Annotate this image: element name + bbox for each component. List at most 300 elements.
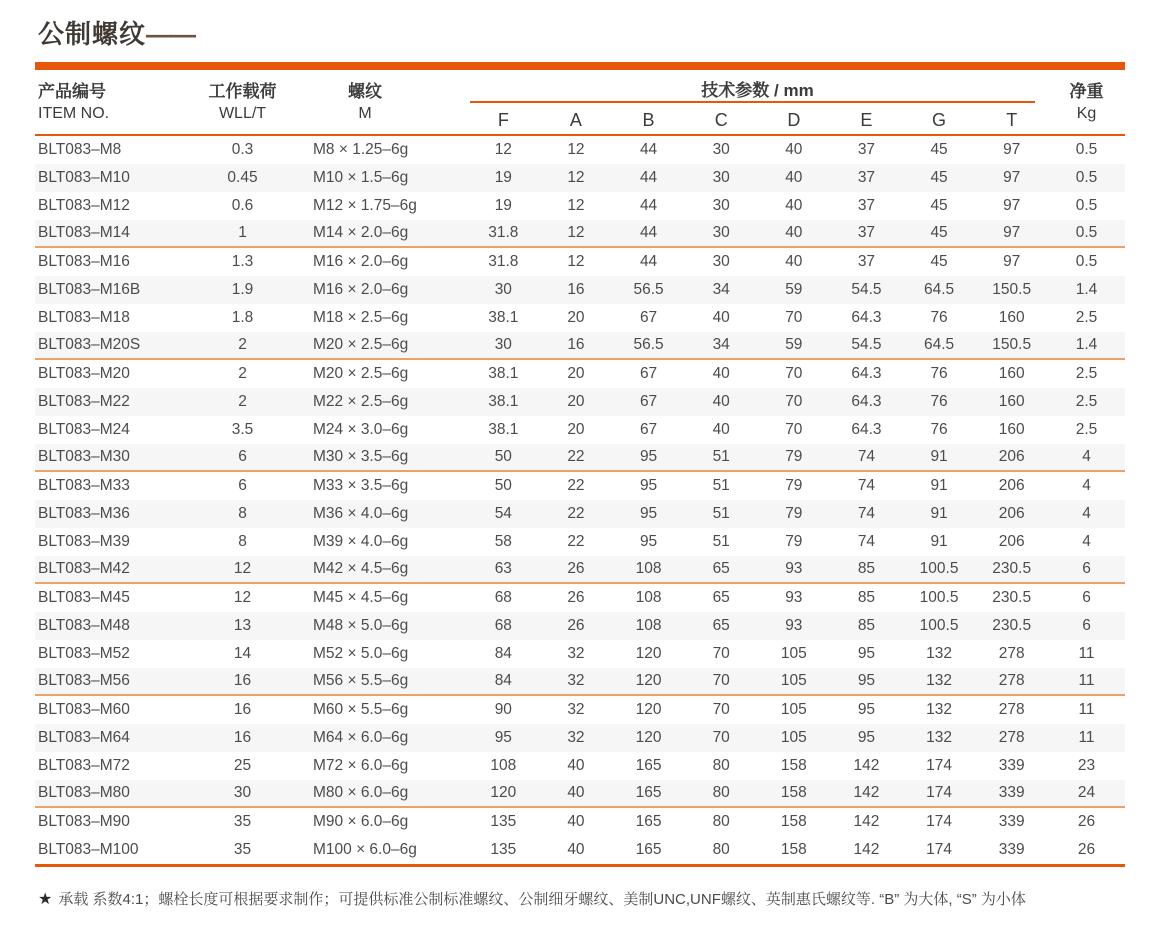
table-row: [35, 836, 1125, 864]
thread-cell: M14 × 2.0–6g: [313, 224, 409, 241]
wll-cell: 14: [233, 645, 252, 662]
tech-value-cell: 67: [639, 421, 658, 438]
tech-value-cell: 54.5: [851, 336, 882, 353]
item-no-cell: BLT083–M52: [38, 645, 130, 662]
tech-value-cell: 76: [930, 309, 948, 326]
wll-cell: 25: [233, 757, 252, 774]
weight-cell: 1.4: [1075, 281, 1098, 298]
tech-value-cell: 108: [635, 560, 662, 577]
tech-value-cell: 135: [490, 841, 517, 858]
tech-value-cell: 44: [639, 169, 658, 186]
tech-value-cell: 80: [712, 757, 730, 774]
tech-value-cell: 45: [930, 197, 948, 214]
weight-cell: 6: [1082, 560, 1091, 577]
wll-cell: 0.45: [227, 169, 258, 186]
thread-cell: M42 × 4.5–6g: [313, 560, 409, 577]
weight-cell: 2.5: [1075, 365, 1098, 382]
item-no-cell: BLT083–M72: [38, 757, 130, 774]
tech-value-cell: 278: [998, 701, 1025, 718]
tech-column-letters: [467, 106, 1048, 134]
thread-cell: M16 × 2.0–6g: [313, 253, 409, 270]
tech-value-cell: 150.5: [992, 281, 1032, 298]
tech-value-cell: 160: [998, 309, 1025, 326]
table-row: [35, 416, 1125, 444]
wll-cell: 35: [233, 813, 252, 830]
tech-value-cell: 40: [785, 224, 803, 241]
table-row: [35, 696, 1125, 724]
tech-value-cell: 79: [785, 533, 803, 550]
weight-cell: 23: [1077, 757, 1096, 774]
tech-value-cell: 12: [567, 197, 585, 214]
tech-value-cell: 40: [567, 784, 585, 801]
tech-value-cell: 339: [998, 813, 1025, 830]
tech-value-cell: 40: [712, 393, 730, 410]
wll-cell: 8: [238, 533, 247, 550]
header-thread: [285, 80, 445, 125]
tech-value-cell: 84: [494, 645, 512, 662]
tech-value-cell: 22: [567, 448, 585, 465]
tech-value-cell: 105: [780, 672, 807, 689]
tech-value-cell: 160: [998, 393, 1025, 410]
weight-cell: 11: [1078, 701, 1095, 718]
weight-cell: 6: [1082, 617, 1091, 634]
thread-cell: M39 × 4.0–6g: [313, 533, 409, 550]
tech-value-cell: 65: [712, 560, 730, 577]
tech-value-cell: 70: [712, 672, 730, 689]
tech-value-cell: 68: [494, 589, 512, 606]
tech-value-cell: 31.8: [488, 253, 519, 270]
weight-cell: 2.5: [1075, 421, 1098, 438]
wll-cell: 12: [233, 589, 252, 606]
thread-cell: M33 × 3.5–6g: [313, 477, 409, 494]
table-row: [35, 304, 1125, 332]
tech-value-cell: 58: [494, 533, 512, 550]
item-no-cell: BLT083–M14: [38, 224, 130, 241]
table-row: [35, 444, 1125, 472]
header-thread-zh: 螺纹: [348, 82, 382, 101]
tech-value-cell: 105: [780, 701, 807, 718]
tech-value-cell: 32: [567, 645, 585, 662]
tech-value-cell: 278: [998, 645, 1025, 662]
thread-cell: M20 × 2.5–6g: [313, 336, 409, 353]
tech-value-cell: 59: [785, 281, 803, 298]
thread-cell: M36 × 4.0–6g: [313, 505, 409, 522]
item-no-cell: BLT083–M64: [38, 729, 130, 746]
tech-value-cell: 67: [639, 365, 658, 382]
item-no-cell: BLT083–M8: [38, 141, 122, 158]
tech-value-cell: 64.3: [851, 309, 882, 326]
item-no-cell: BLT083–M16B: [38, 281, 141, 298]
tech-value-cell: 74: [857, 477, 876, 494]
thread-cell: M8 × 1.25–6g: [313, 141, 409, 158]
item-no-cell: BLT083–M48: [38, 617, 130, 634]
tech-value-cell: 37: [857, 169, 876, 186]
item-no-cell: BLT083–M33: [38, 477, 130, 494]
tech-value-cell: 51: [712, 533, 730, 550]
tech-value-cell: 90: [494, 701, 512, 718]
table-row: [35, 164, 1125, 192]
tech-value-cell: 95: [857, 701, 876, 718]
tech-value-cell: 70: [712, 701, 730, 718]
wll-cell: 16: [233, 701, 252, 718]
tech-value-cell: 120: [635, 729, 662, 746]
tech-value-cell: 97: [1003, 253, 1021, 270]
thread-cell: M45 × 4.5–6g: [313, 589, 409, 606]
footnote: [38, 888, 1026, 909]
wll-cell: 0.6: [231, 197, 254, 214]
tech-value-cell: 68: [494, 617, 512, 634]
weight-cell: 4: [1082, 505, 1091, 522]
tech-value-cell: 70: [785, 393, 803, 410]
tech-value-cell: 165: [635, 784, 662, 801]
tech-value-cell: 174: [926, 784, 952, 801]
tech-column-letter: D: [787, 109, 801, 130]
tech-value-cell: 20: [567, 421, 585, 438]
tech-value-cell: 95: [857, 645, 876, 662]
tech-value-cell: 95: [857, 729, 876, 746]
tech-value-cell: 79: [785, 448, 803, 465]
tech-value-cell: 34: [712, 281, 730, 298]
item-no-cell: BLT083–M22: [38, 393, 130, 410]
tech-value-cell: 97: [1003, 224, 1021, 241]
thread-cell: M90 × 6.0–6g: [313, 813, 409, 830]
table-row: [35, 248, 1125, 276]
item-no-cell: BLT083–M100: [38, 841, 139, 858]
tech-value-cell: 142: [853, 784, 880, 801]
weight-cell: 11: [1078, 672, 1095, 689]
tech-value-cell: 105: [780, 645, 807, 662]
weight-cell: 26: [1077, 841, 1096, 858]
header-item-no-zh: 产品编号: [38, 82, 106, 101]
table-header: [35, 70, 1125, 136]
tech-value-cell: 230.5: [992, 589, 1032, 606]
tech-value-cell: 120: [635, 701, 662, 718]
item-no-cell: BLT083–M24: [38, 421, 130, 438]
header-weight: [1048, 80, 1125, 125]
item-no-cell: BLT083–M18: [38, 309, 130, 326]
title-dash: ——: [146, 19, 195, 49]
wll-cell: 12: [233, 560, 252, 577]
tech-value-cell: 339: [998, 841, 1025, 858]
tech-value-cell: 158: [780, 784, 807, 801]
tech-value-cell: 34: [712, 336, 730, 353]
page-title: [38, 14, 194, 51]
table-row: [35, 192, 1125, 220]
tech-value-cell: 84: [494, 672, 512, 689]
wll-cell: 8: [238, 505, 247, 522]
header-weight-en: Kg: [1076, 105, 1097, 122]
tech-value-cell: 67: [639, 309, 658, 326]
tech-value-cell: 158: [780, 813, 807, 830]
tech-value-cell: 22: [567, 505, 585, 522]
tech-value-cell: 80: [712, 813, 730, 830]
tech-value-cell: 97: [1003, 197, 1021, 214]
item-no-cell: BLT083–M16: [38, 253, 130, 270]
item-no-cell: BLT083–M30: [38, 448, 130, 465]
tech-value-cell: 132: [926, 672, 952, 689]
item-no-cell: BLT083–M20: [38, 365, 130, 382]
spec-table: [35, 62, 1125, 867]
thread-cell: M20 × 2.5–6g: [313, 365, 409, 382]
tech-value-cell: 44: [639, 197, 658, 214]
tech-value-cell: 80: [712, 784, 730, 801]
tech-value-cell: 85: [857, 617, 876, 634]
thread-cell: M48 × 5.0–6g: [313, 617, 409, 634]
weight-cell: 0.5: [1075, 197, 1098, 214]
table-row: [35, 640, 1125, 668]
tech-value-cell: 30: [712, 224, 730, 241]
tech-value-cell: 54.5: [851, 281, 882, 298]
tech-value-cell: 91: [930, 477, 948, 494]
tech-value-cell: 40: [567, 841, 585, 858]
tech-value-cell: 100.5: [919, 560, 959, 577]
tech-column-letter: C: [714, 109, 728, 130]
wll-cell: 13: [233, 617, 252, 634]
weight-cell: 0.5: [1075, 253, 1098, 270]
tech-value-cell: 40: [785, 253, 803, 270]
page-title-text: 公制螺纹: [38, 19, 147, 49]
tech-value-cell: 206: [998, 448, 1025, 465]
weight-cell: 11: [1078, 729, 1095, 746]
thread-cell: M22 × 2.5–6g: [313, 393, 409, 410]
tech-value-cell: 158: [780, 757, 807, 774]
tech-value-cell: 45: [930, 141, 948, 158]
tech-value-cell: 76: [930, 365, 948, 382]
table-top-bar: [35, 62, 1125, 70]
table-row: [35, 668, 1125, 696]
tech-value-cell: 40: [785, 141, 803, 158]
table-row: [35, 332, 1125, 360]
tech-value-cell: 339: [998, 757, 1025, 774]
tech-value-cell: 56.5: [633, 336, 664, 353]
tech-value-cell: 142: [853, 813, 880, 830]
item-no-cell: BLT083–M60: [38, 701, 130, 718]
item-no-cell: BLT083–M20S: [38, 336, 141, 353]
thread-cell: M60 × 5.5–6g: [313, 701, 409, 718]
tech-value-cell: 40: [712, 365, 730, 382]
tech-value-cell: 97: [1003, 141, 1021, 158]
thread-cell: M10 × 1.5–6g: [313, 169, 409, 186]
header-weight-zh: 净重: [1069, 82, 1104, 101]
item-no-cell: BLT083–M39: [38, 533, 130, 550]
weight-cell: 1.4: [1075, 336, 1098, 353]
tech-value-cell: 54: [494, 505, 512, 522]
tech-value-cell: 142: [853, 757, 880, 774]
tech-value-cell: 22: [567, 477, 585, 494]
wll-cell: 1.8: [231, 309, 254, 326]
weight-cell: 0.5: [1075, 141, 1098, 158]
tech-value-cell: 132: [926, 645, 952, 662]
table-row: [35, 388, 1125, 416]
thread-cell: M52 × 5.0–6g: [313, 645, 409, 662]
tech-value-cell: 56.5: [633, 281, 664, 298]
tech-value-cell: 142: [853, 841, 880, 858]
weight-cell: 26: [1077, 813, 1096, 830]
tech-value-cell: 174: [926, 757, 952, 774]
tech-value-cell: 95: [494, 729, 512, 746]
tech-value-cell: 74: [857, 533, 876, 550]
tech-value-cell: 50: [494, 448, 512, 465]
tech-value-cell: 31.8: [488, 224, 519, 241]
wll-cell: 30: [233, 784, 252, 801]
weight-cell: 6: [1082, 589, 1091, 606]
header-wll-zh: 工作载荷: [208, 82, 277, 101]
wll-cell: 16: [233, 729, 252, 746]
tech-value-cell: 51: [712, 505, 730, 522]
tech-value-cell: 95: [639, 505, 658, 522]
tech-value-cell: 105: [780, 729, 807, 746]
thread-cell: M100 × 6.0–6g: [313, 841, 417, 858]
item-no-cell: BLT083–M45: [38, 589, 130, 606]
tech-value-cell: 30: [494, 281, 512, 298]
tech-value-cell: 40: [785, 197, 803, 214]
tech-value-cell: 40: [712, 421, 730, 438]
tech-value-cell: 12: [494, 141, 512, 158]
item-no-cell: BLT083–M36: [38, 505, 130, 522]
tech-value-cell: 64.3: [851, 421, 882, 438]
tech-value-cell: 79: [785, 477, 803, 494]
tech-value-cell: 38.1: [488, 365, 519, 382]
tech-value-cell: 30: [712, 169, 730, 186]
table-row: [35, 276, 1125, 304]
tech-value-cell: 93: [785, 617, 803, 634]
tech-value-cell: 20: [567, 393, 585, 410]
tech-value-cell: 95: [639, 448, 658, 465]
tech-value-cell: 20: [567, 309, 585, 326]
tech-value-cell: 165: [635, 841, 662, 858]
tech-value-cell: 51: [712, 448, 730, 465]
tech-value-cell: 120: [635, 672, 662, 689]
tech-value-cell: 51: [712, 477, 730, 494]
tech-value-cell: 40: [567, 813, 585, 830]
tech-params-underline: [470, 101, 1035, 103]
tech-value-cell: 70: [712, 645, 730, 662]
tech-value-cell: 135: [490, 813, 517, 830]
tech-value-cell: 32: [567, 729, 585, 746]
tech-column-letter: T: [1006, 109, 1018, 130]
tech-value-cell: 37: [857, 197, 876, 214]
table-row: [35, 724, 1125, 752]
tech-value-cell: 64.3: [851, 393, 882, 410]
tech-value-cell: 91: [930, 448, 948, 465]
tech-value-cell: 45: [930, 169, 948, 186]
table-row: [35, 472, 1125, 500]
weight-cell: 4: [1082, 477, 1091, 494]
thread-cell: M18 × 2.5–6g: [313, 309, 409, 326]
thread-cell: M12 × 1.75–6g: [313, 197, 417, 214]
tech-value-cell: 16: [567, 281, 585, 298]
item-no-cell: BLT083–M12: [38, 197, 130, 214]
tech-value-cell: 12: [567, 224, 585, 241]
thread-cell: M16 × 2.0–6g: [313, 281, 409, 298]
tech-value-cell: 20: [567, 365, 585, 382]
tech-value-cell: 165: [635, 813, 662, 830]
tech-value-cell: 30: [712, 197, 730, 214]
tech-value-cell: 120: [635, 645, 662, 662]
footnote-text: 承载 系数4:1；螺栓长度可根据要求制作；可提供标准公制标准螺纹、公制细牙螺纹、美制UNC,UNF螺纹、英制惠氏螺纹等. “B” 为大体, “S” 为小体: [58, 891, 1026, 908]
thread-cell: M72 × 6.0–6g: [313, 757, 409, 774]
tech-value-cell: 67: [639, 393, 658, 410]
weight-cell: 24: [1077, 784, 1096, 801]
tech-value-cell: 76: [930, 421, 948, 438]
table-row: [35, 220, 1125, 248]
table-row: [35, 752, 1125, 780]
thread-cell: M24 × 3.0–6g: [313, 421, 409, 438]
weight-cell: 2.5: [1075, 309, 1098, 326]
weight-cell: 4: [1082, 533, 1091, 550]
tech-value-cell: 44: [639, 253, 658, 270]
wll-cell: 3.5: [231, 421, 254, 438]
tech-value-cell: 38.1: [488, 393, 519, 410]
tech-value-cell: 70: [712, 729, 730, 746]
tech-value-cell: 93: [785, 560, 803, 577]
weight-cell: 0.5: [1075, 169, 1098, 186]
tech-value-cell: 85: [857, 560, 876, 577]
tech-column-letter: A: [569, 109, 582, 130]
header-tech-params: 技术参数 / mm: [701, 81, 814, 100]
table-row: [35, 360, 1125, 388]
tech-value-cell: 59: [785, 336, 803, 353]
tech-value-cell: 70: [785, 309, 803, 326]
tech-value-cell: 278: [998, 672, 1025, 689]
header-item-no-en: ITEM NO.: [38, 105, 110, 122]
tech-value-cell: 12: [567, 141, 585, 158]
tech-value-cell: 12: [567, 253, 585, 270]
tech-value-cell: 150.5: [992, 336, 1032, 353]
tech-value-cell: 93: [785, 589, 803, 606]
tech-value-cell: 74: [857, 505, 876, 522]
tech-value-cell: 26: [567, 560, 585, 577]
tech-value-cell: 108: [490, 757, 517, 774]
item-no-cell: BLT083–M80: [38, 784, 130, 801]
tech-value-cell: 206: [998, 533, 1025, 550]
tech-value-cell: 278: [998, 729, 1025, 746]
weight-cell: 0.5: [1075, 224, 1098, 241]
table-row: [35, 500, 1125, 528]
table-row: [35, 780, 1125, 808]
item-no-cell: BLT083–M42: [38, 560, 130, 577]
tech-value-cell: 160: [998, 365, 1025, 382]
tech-value-cell: 32: [567, 672, 585, 689]
wll-cell: 6: [238, 448, 247, 465]
item-no-cell: BLT083–M10: [38, 169, 130, 186]
tech-column-letter: G: [932, 109, 947, 130]
tech-value-cell: 174: [926, 841, 952, 858]
table-row: [35, 528, 1125, 556]
tech-value-cell: 44: [639, 224, 658, 241]
tech-value-cell: 45: [930, 253, 948, 270]
tech-value-cell: 79: [785, 505, 803, 522]
wll-cell: 2: [238, 365, 247, 382]
weight-cell: 4: [1082, 448, 1091, 465]
tech-value-cell: 339: [998, 784, 1025, 801]
wll-cell: 6: [238, 477, 247, 494]
tech-value-cell: 80: [712, 841, 730, 858]
table-row: [35, 612, 1125, 640]
tech-value-cell: 40: [712, 309, 730, 326]
tech-value-cell: 165: [635, 757, 662, 774]
tech-value-cell: 50: [494, 477, 512, 494]
tech-value-cell: 100.5: [919, 617, 959, 634]
item-no-cell: BLT083–M56: [38, 672, 130, 689]
tech-value-cell: 97: [1003, 169, 1021, 186]
item-no-cell: BLT083–M90: [38, 813, 130, 830]
tech-value-cell: 95: [857, 672, 876, 689]
thread-cell: M80 × 6.0–6g: [313, 784, 409, 801]
tech-value-cell: 230.5: [992, 617, 1032, 634]
table-row: [35, 136, 1125, 164]
header-item-no: [38, 80, 109, 125]
